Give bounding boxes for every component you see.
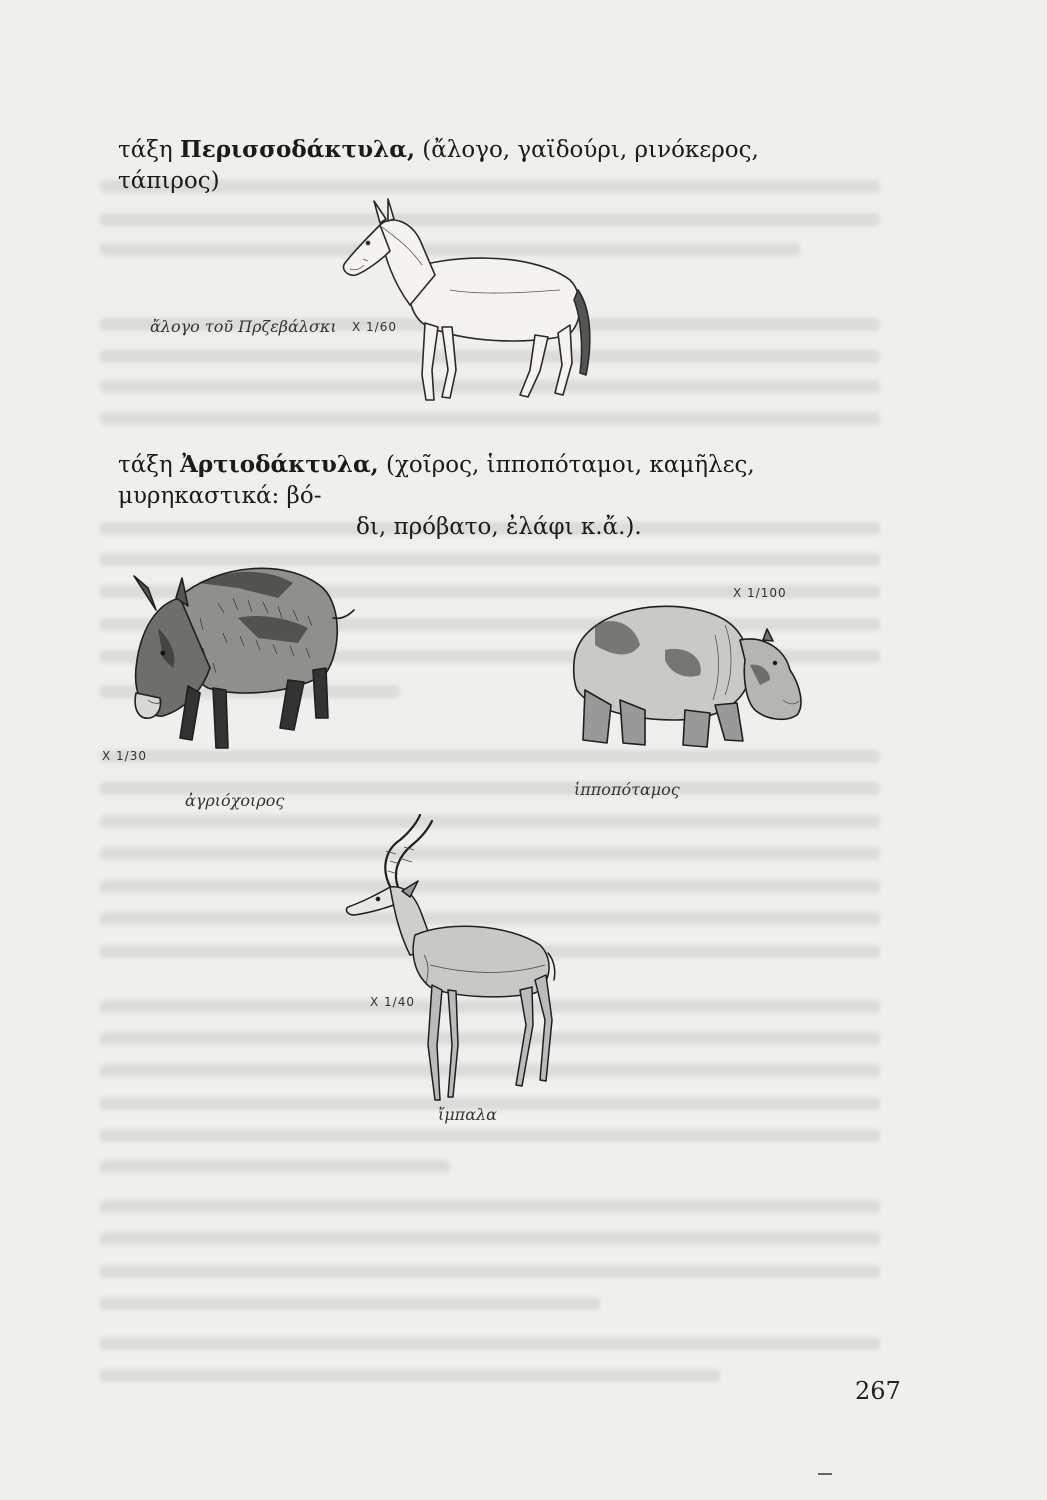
boar-illustration [118, 558, 363, 758]
horse-scale: X 1/60 [352, 320, 397, 334]
order-examples-line1: (χοῖρος, ἱπποπόταμοι, καμῆλες, μυρηκαστικά: βό- [118, 452, 755, 509]
impala-scale: X 1/40 [370, 995, 415, 1009]
horse-caption: ἄλογο τοῦ Πρζεβάλσκι [150, 317, 337, 336]
footer-mark [818, 1473, 832, 1475]
order-prefix: τάξη [118, 452, 181, 478]
order-prefix: τάξη [118, 137, 181, 163]
impala-illustration [340, 815, 570, 1105]
hippo-caption: ἱπποπόταμος [574, 780, 680, 799]
page-number: 267 [855, 1377, 901, 1405]
order-artiodactyla-heading [118, 449, 858, 543]
hippo-illustration [565, 595, 810, 755]
order-examples-line2: δι, πρόβατο, ἐλάφι κ.ἄ.). [356, 514, 642, 540]
order-perissodactyla-heading [118, 134, 838, 197]
order-name: Περισσοδάκτυλα, [180, 136, 415, 163]
boar-scale: X 1/30 [102, 749, 147, 763]
hippo-scale: X 1/100 [733, 586, 787, 600]
horse-illustration [330, 195, 600, 410]
boar-caption: ἀγριόχοιρος [185, 791, 285, 810]
order-examples: (ἄλογο, γαϊδούρι, ρινόκερος, τάπιρος) [118, 137, 759, 194]
order-name: Ἀρτιοδάκτυλα, [180, 451, 379, 478]
impala-caption: ἴμπαλα [438, 1105, 497, 1124]
